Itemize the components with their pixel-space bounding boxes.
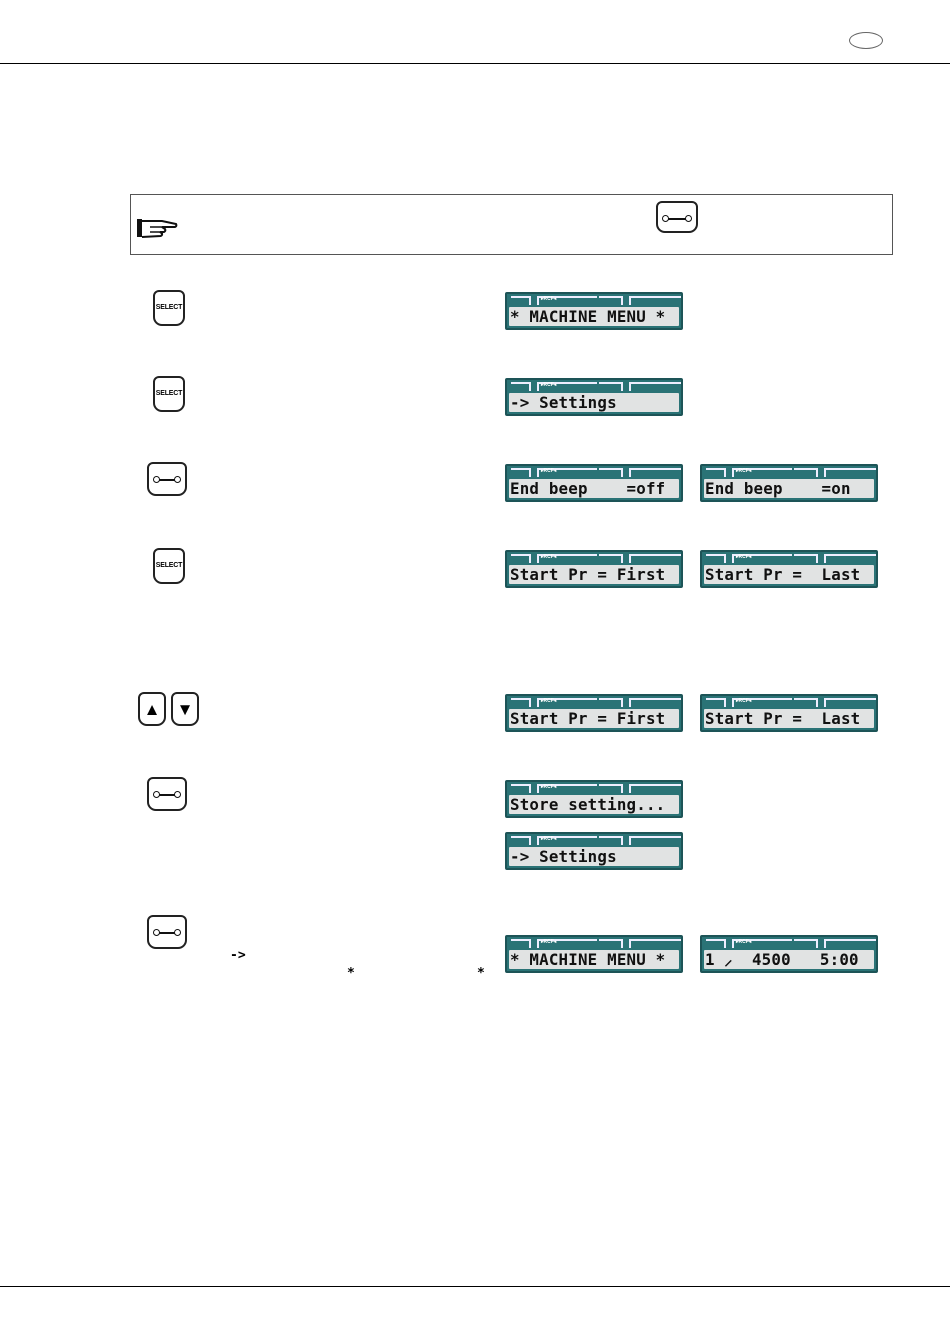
- footer-rule: [0, 1286, 950, 1287]
- select-button[interactable]: SELECT: [153, 548, 185, 584]
- lcd-display: ▸RCF◂ -> Settings: [505, 378, 683, 416]
- lcd-display: ▸RCF◂ 1 ⸝ 4500 5:00: [700, 935, 878, 973]
- lcd-text: Store setting...: [510, 795, 666, 814]
- lcd-display: ▸RCF◂ Start Pr = Last: [700, 550, 878, 588]
- select-button[interactable]: SELECT: [153, 290, 185, 326]
- enter-button[interactable]: [147, 915, 187, 949]
- lcd-display: ▸RCF◂ Store setting...: [505, 780, 683, 818]
- lcd-display: ▸RCF◂ Start Pr = First: [505, 550, 683, 588]
- lcd-text: -> Settings: [510, 393, 617, 412]
- enter-button[interactable]: [147, 462, 187, 496]
- lcd-text: * MACHINE MENU *: [510, 950, 666, 969]
- lcd-display: ▸RCF◂ End beep =off: [505, 464, 683, 502]
- lcd-text: -> Settings: [510, 847, 617, 866]
- enter-key-icon: [656, 201, 698, 233]
- note-box: [130, 194, 893, 255]
- language-badge: [849, 32, 883, 49]
- lcd-text: Start Pr = First: [510, 709, 666, 728]
- asterisk-symbol: *: [477, 966, 485, 981]
- lcd-text: 1 ⸝ 4500 5:00: [705, 950, 859, 969]
- header-rule: [0, 63, 950, 64]
- asterisk-symbol: *: [347, 966, 355, 981]
- lcd-display: ▸RCF◂ * MACHINE MENU *: [505, 292, 683, 330]
- arrow-symbol: ->: [230, 948, 246, 963]
- arrow-up-button[interactable]: ▲: [138, 692, 166, 726]
- arrow-down-button[interactable]: ▼: [171, 692, 199, 726]
- lcd-display: ▸RCF◂ * MACHINE MENU *: [505, 935, 683, 973]
- lcd-display: ▸RCF◂ -> Settings: [505, 832, 683, 870]
- enter-button[interactable]: [147, 777, 187, 811]
- pointing-hand-icon: [136, 217, 178, 239]
- lcd-text: End beep =on: [705, 479, 851, 498]
- lcd-display: ▸RCF◂ Start Pr = Last: [700, 694, 878, 732]
- lcd-text: Start Pr = First: [510, 565, 666, 584]
- lcd-text: * MACHINE MENU *: [510, 307, 666, 326]
- select-button[interactable]: SELECT: [153, 376, 185, 412]
- lcd-text: End beep =off: [510, 479, 666, 498]
- lcd-text: Start Pr = Last: [705, 565, 861, 584]
- lcd-text: Start Pr = Last: [705, 709, 861, 728]
- lcd-display: ▸RCF◂ Start Pr = First: [505, 694, 683, 732]
- lcd-display: ▸RCF◂ End beep =on: [700, 464, 878, 502]
